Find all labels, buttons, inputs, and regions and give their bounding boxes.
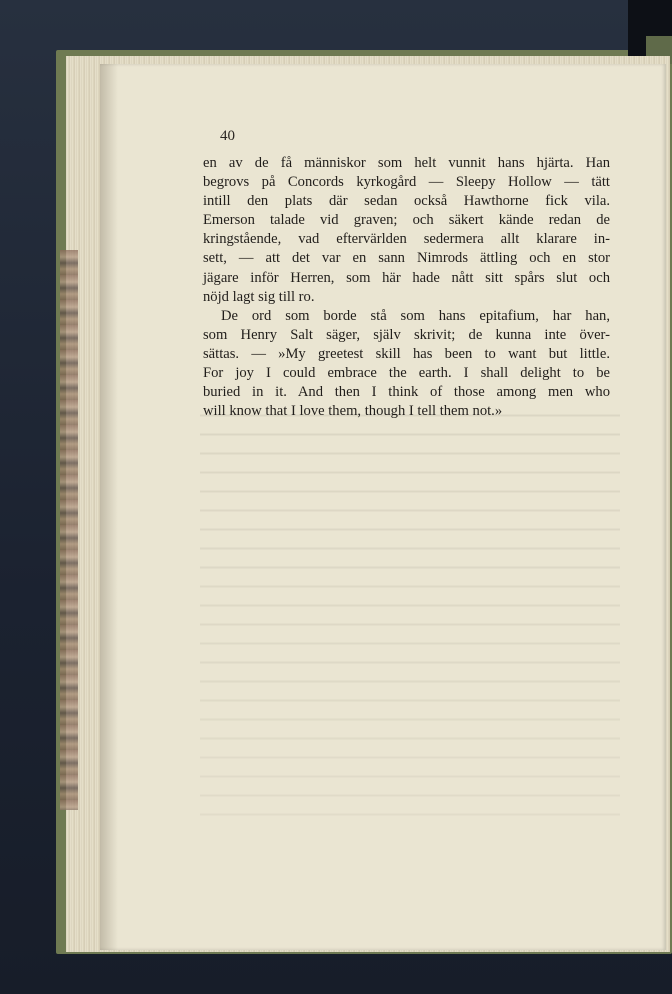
text-line: en av de få människor som helt vunnit hans hjärta. Han — [203, 155, 610, 171]
text-line: Emerson talade vid graven; och säkert kände redan de — [203, 212, 610, 229]
text-line: will know that I love them, though I tell them not.» — [203, 403, 503, 420]
marbled-endpaper — [60, 250, 78, 810]
text-line: sättas. — »My greetest skill has been to want but little. — [203, 345, 610, 362]
text-line: som Henry Salt säger, själv skrivit; de kunna inte över- — [203, 326, 610, 343]
text-line: begrovs på Concords kyrkogård — Sleepy Hollow — tätt — [203, 174, 610, 191]
paragraph-2 — [203, 307, 610, 422]
paragraph-1 — [203, 154, 610, 307]
text-line: jägare inför Herren, som här hade nått sitt spårs slut och — [203, 269, 610, 286]
show-through-text — [200, 404, 620, 824]
text-line: nöjd lagt sig till ro. — [203, 288, 315, 305]
text-line: sett, — att det var en sann Nimrods ättling och en stor — [203, 250, 610, 267]
text-line: buried in it. And then I think of those among men who — [203, 384, 610, 401]
text-line: De ord som borde stå som hans epitafium, har han, — [221, 307, 610, 324]
gutter-shadow — [100, 64, 118, 950]
text-line: kringstående, vad eftervärlden sedermera allt klarare in- — [203, 231, 610, 248]
text-line: intill den plats där sedan också Hawthorne fick vila. — [203, 193, 610, 210]
body-text — [203, 154, 610, 421]
page-number: 40 — [220, 128, 235, 144]
text-line: For joy I could embrace the earth. I shall delight to be — [203, 365, 610, 382]
